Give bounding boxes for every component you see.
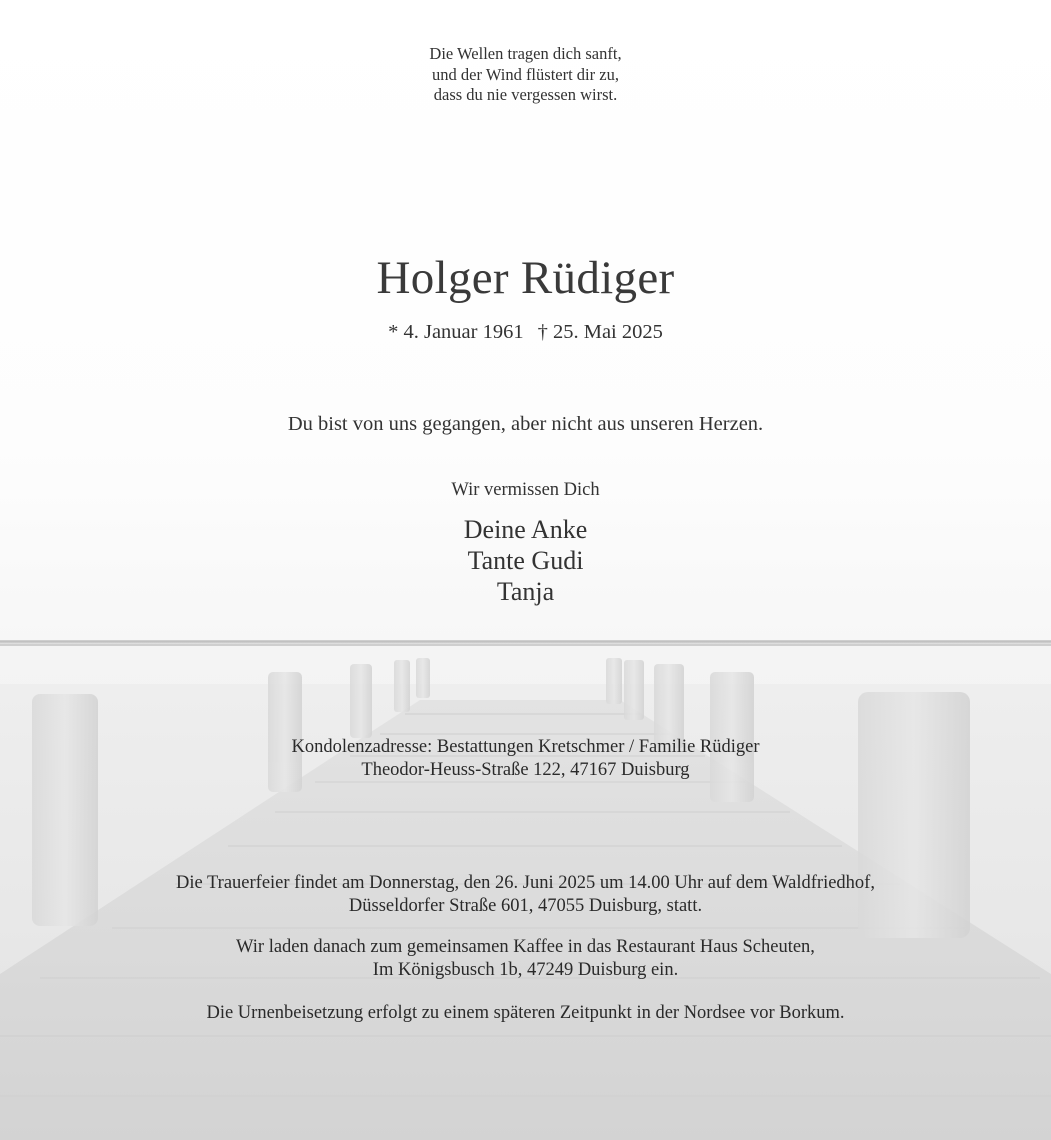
- condolence-address: [0, 736, 1051, 782]
- condolence-line: Kondolenzadresse: Bestattungen Kretschmer / Familie Rüdiger: [291, 737, 760, 757]
- funeral-line: Die Trauerfeier findet am Donnerstag, den 26. Juni 2025 um 14.00 Uhr auf dem Waldfriedhof,: [176, 873, 875, 893]
- birth-date: * 4. Januar 1961: [388, 321, 524, 343]
- deceased-name: Holger Rüdiger: [376, 252, 675, 304]
- motto-line: dass du nie vergessen wirst.: [433, 85, 618, 104]
- coffee-invitation: [0, 936, 1051, 982]
- motto-verse: [0, 44, 1051, 106]
- mourner-name: Deine Anke: [463, 515, 588, 544]
- motto-line: Die Wellen tragen dich sanft,: [429, 44, 622, 63]
- miss-line: Wir vermissen Dich: [451, 480, 600, 500]
- death-date: † 25. Mai 2025: [537, 321, 663, 343]
- mourner-name: Tante Gudi: [467, 546, 584, 575]
- fold-crease: [0, 640, 1051, 644]
- coffee-line: Im Königsbusch 1b, 47249 Duisburg ein.: [372, 960, 679, 980]
- urn-burial-note: Die Urnenbeisetzung erfolgt zu einem späteren Zeitpunkt in der Nordsee vor Borkum.: [206, 1003, 845, 1023]
- funeral-notice: [0, 872, 1051, 918]
- coffee-line: Wir laden danach zum gemeinsamen Kaffee in das Restaurant Haus Scheuten,: [236, 937, 815, 957]
- mourner-name: Tanja: [496, 577, 555, 606]
- mourners-list: [0, 514, 1051, 607]
- motto-line: und der Wind flüstert dir zu,: [432, 64, 619, 84]
- life-dates: [0, 318, 1051, 346]
- funeral-line: Düsseldorfer Straße 601, 47055 Duisburg, statt.: [348, 896, 703, 916]
- memorial-quote: Du bist von uns gegangen, aber nicht aus unseren Herzen.: [287, 413, 764, 435]
- condolence-line: Theodor-Heuss-Straße 122, 47167 Duisburg: [361, 760, 690, 780]
